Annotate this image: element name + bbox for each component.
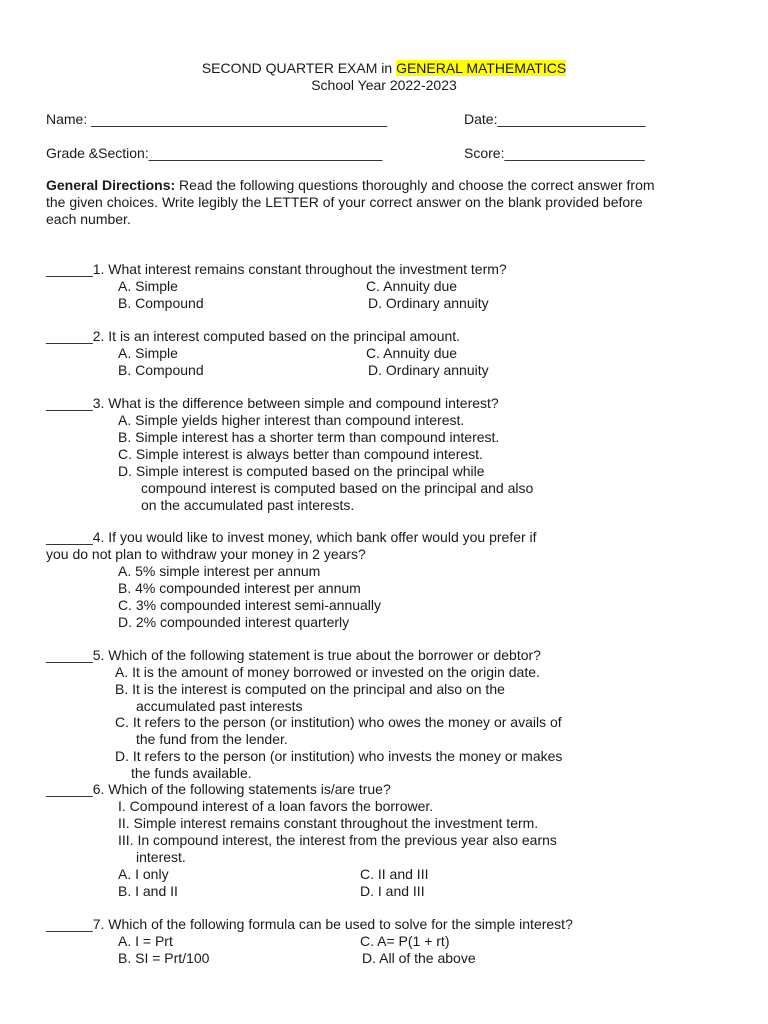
question-6-choice-b: B. I and II — [118, 883, 178, 899]
question-6-statement-1: I. Compound interest of a loan favors the borrower. — [118, 798, 434, 814]
question-7-choice-b: B. SI = Prt/100 — [118, 950, 210, 966]
question-5-choice-d-line-2: the funds available. — [131, 765, 252, 781]
question-4-choice-d: D. 2% compounded interest quarterly — [118, 614, 350, 630]
school-year: School Year 2022-2023 — [311, 77, 457, 93]
directions-label: General Directions: — [46, 177, 176, 193]
question-3-choice-d-line-2: compound interest is computed based on the principal and also — [141, 480, 534, 496]
directions-text-1: Read the following questions thoroughly and choose the correct answer from — [175, 177, 655, 193]
question-6-statement-3-line-1: III. In compound interest, the interest from the previous year also earns — [118, 832, 557, 848]
question-3-stem: ______3. What is the difference between simple and compound interest? — [46, 395, 499, 411]
question-2-choice-b: B. Compound — [118, 362, 204, 378]
question-5-choice-a: A. It is the amount of money borrowed or invested on the origin date. — [115, 664, 540, 680]
question-2-choice-c: C. Annuity due — [366, 345, 458, 361]
question-4-stem-line-1: ______4. If you would like to invest money, which bank offer would you prefer if — [46, 529, 537, 545]
question-5-choice-c-line-2: the fund from the lender. — [136, 731, 288, 747]
question-1-choice-b: B. Compound — [118, 295, 204, 311]
name-field[interactable]: Name: ______________________________________ — [46, 111, 387, 127]
question-5-choice-b-line-2: accumulated past interests — [136, 698, 303, 714]
question-7-choice-d: D. All of the above — [362, 950, 476, 966]
question-4-choice-b: B. 4% compounded interest per annum — [118, 580, 361, 596]
question-7-choice-a: A. I = Prt — [118, 933, 173, 949]
question-5-stem: ______5. Which of the following statement is true about the borrower or debtor? — [46, 647, 541, 663]
question-3-choice-b: B. Simple interest has a shorter term than compound interest. — [118, 429, 500, 445]
question-6-choice-c: C. II and III — [360, 866, 429, 882]
question-1-stem: ______1. What interest remains constant throughout the investment term? — [46, 261, 507, 277]
question-7-choice-c: C. A= P(1 + rt) — [360, 933, 450, 949]
question-2-choice-d: D. Ordinary annuity — [368, 362, 489, 378]
question-3-choice-c: C. Simple interest is always better than compound interest. — [118, 446, 483, 462]
question-4-stem-line-2: you do not plan to withdraw your money in 2 years? — [46, 546, 366, 562]
question-6-stem: ______6. Which of the following statements is/are true? — [46, 781, 391, 797]
date-field[interactable]: Date:___________________ — [464, 111, 646, 127]
directions-line-3: each number. — [46, 211, 131, 227]
title-subject-highlight: GENERAL MATHEMATICS — [396, 60, 567, 76]
question-5-choice-d-line-1: D. It refers to the person (or institution) who invests the money or makes — [115, 748, 563, 764]
question-6-statement-3-line-2: interest. — [136, 849, 186, 865]
question-3-choice-d-line-3: on the accumulated past interests. — [141, 497, 355, 513]
grade-section-field[interactable]: Grade &Section:______________________________ — [46, 145, 383, 161]
question-7-stem: ______7. Which of the following formula can be used to solve for the simple interest? — [46, 916, 573, 932]
exam-title — [0, 60, 768, 77]
question-4-choice-a: A. 5% simple interest per annum — [118, 563, 321, 579]
score-field[interactable]: Score:__________________ — [464, 145, 645, 161]
title-prefix: SECOND QUARTER EXAM in — [201, 60, 397, 76]
question-1-choice-a: A. Simple — [118, 278, 178, 294]
question-6-choice-a: A. I only — [118, 866, 169, 882]
question-4-choice-c: C. 3% compounded interest semi-annually — [118, 597, 382, 613]
question-6-statement-2: II. Simple interest remains constant throughout the investment term. — [118, 815, 539, 831]
question-2-choice-a: A. Simple — [118, 345, 178, 361]
directions-line-2: the given choices. Write legibly the LETTER of your correct answer on the blank provided before — [46, 194, 643, 210]
question-6-choice-d: D. I and III — [360, 883, 425, 899]
question-1-choice-c: C. Annuity due — [366, 278, 458, 294]
question-5-choice-b-line-1: B. It is the interest is computed on the principal and also on the — [115, 681, 505, 697]
directions-line-1 — [46, 177, 655, 194]
question-3-choice-d-line-1: D. Simple interest is computed based on the principal while — [118, 463, 485, 479]
question-3-choice-a: A. Simple yields higher interest than compound interest. — [118, 412, 465, 428]
question-2-stem: ______2. It is an interest computed based on the principal amount. — [46, 328, 461, 344]
question-1-choice-d: D. Ordinary annuity — [368, 295, 489, 311]
question-5-choice-c-line-1: C. It refers to the person (or institution) who owes the money or avails of — [115, 714, 562, 730]
